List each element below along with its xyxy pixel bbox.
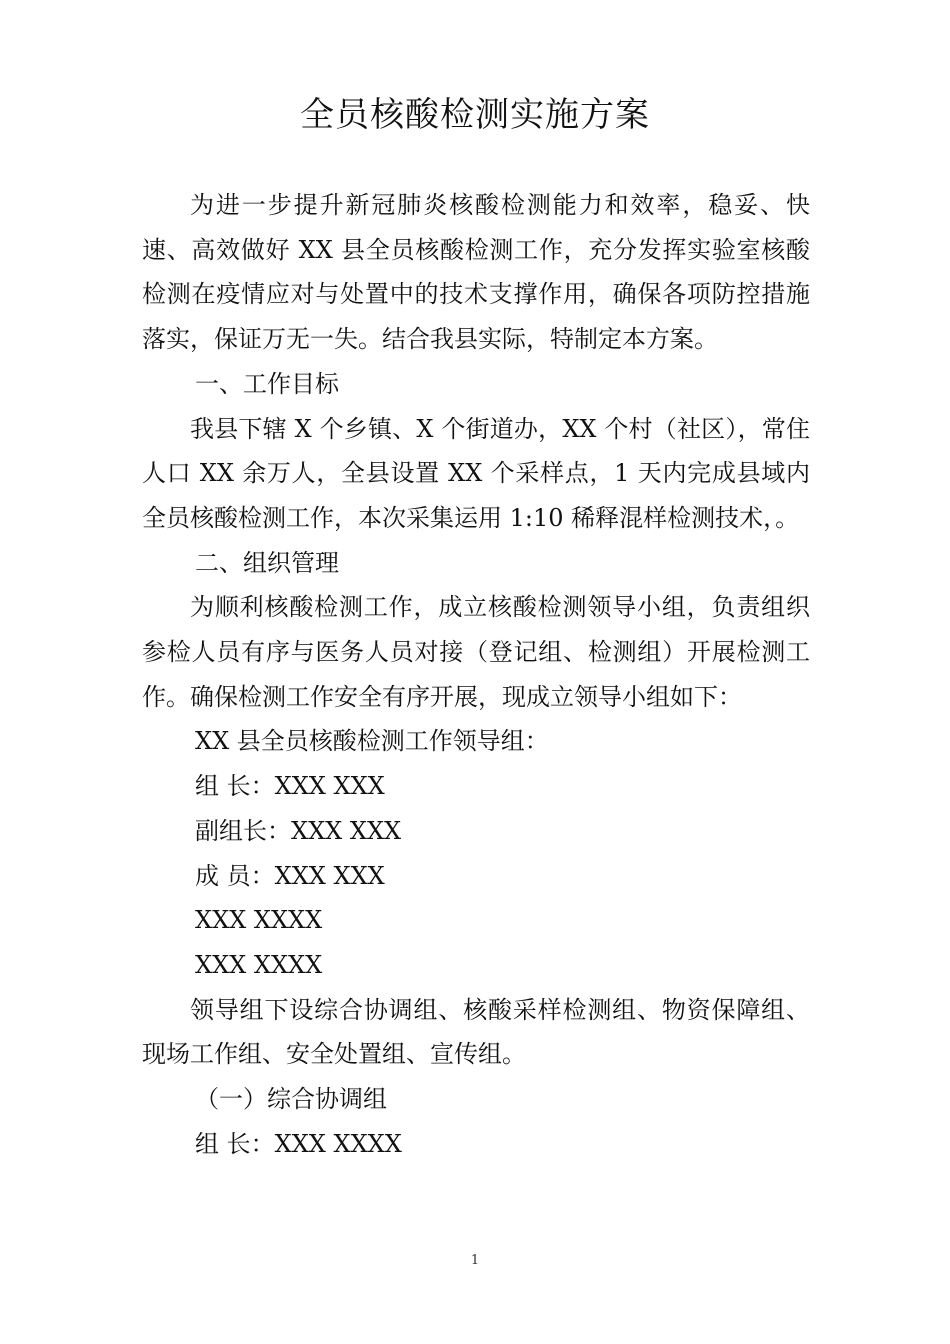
organization-paragraph: 为顺利核酸检测工作，成立核酸检测领导小组，负责组织参检人员有序与医务人员对接（登记组、检测组）开展检测工作。确保检测工作安全有序开展，现成立领导小组如下：: [142, 593, 810, 711]
section-heading-organization: 二、组织管理: [195, 548, 339, 577]
coordination-leader-line: 组 长：XXX XXXX: [195, 1129, 402, 1158]
subsection-heading-coordination: （一）综合协调组: [195, 1085, 387, 1114]
goals-paragraph: 我县下辖 X 个乡镇、X 个街道办，XX 个村（社区），常住人口 XX 余万人，全县设置 XX 个采样点，1 天内完成县域内全员核酸检测工作，本次采集运用 1:10 稀释混样检测技术，。: [142, 414, 810, 532]
subgroups-paragraph: 领导组下设综合协调组、核酸采样检测组、物资保障组、现场工作组、安全处置组、宣传组。: [142, 995, 810, 1069]
intro-paragraph: 为进一步提升新冠肺炎核酸检测能力和效率，稳妥、快速、高效做好 XX 县全员核酸检测工作，充分发挥实验室核酸检测在疫情应对与处置中的技术支撑作用，确保各项防控措施落实，保证万无一失。结合我县实际，特制定本方案。: [142, 191, 810, 354]
leading-group-title: XX 县全员核酸检测工作领导组：: [195, 727, 549, 756]
deputy-leader-line: 副组长：XXX XXX: [195, 816, 402, 845]
document-body: [142, 183, 810, 1166]
page-number: 1: [470, 1253, 480, 1268]
section-heading-goals: 一、工作目标: [195, 369, 339, 398]
member-line: XXX XXXX: [195, 950, 323, 979]
members-line: 成 员：XXX XXX: [195, 861, 385, 890]
group-leader-line: 组 长：XXX XXX: [195, 772, 385, 801]
member-line: XXX XXXX: [195, 906, 323, 935]
document-title: 全员核酸检测实施方案: [300, 95, 650, 135]
